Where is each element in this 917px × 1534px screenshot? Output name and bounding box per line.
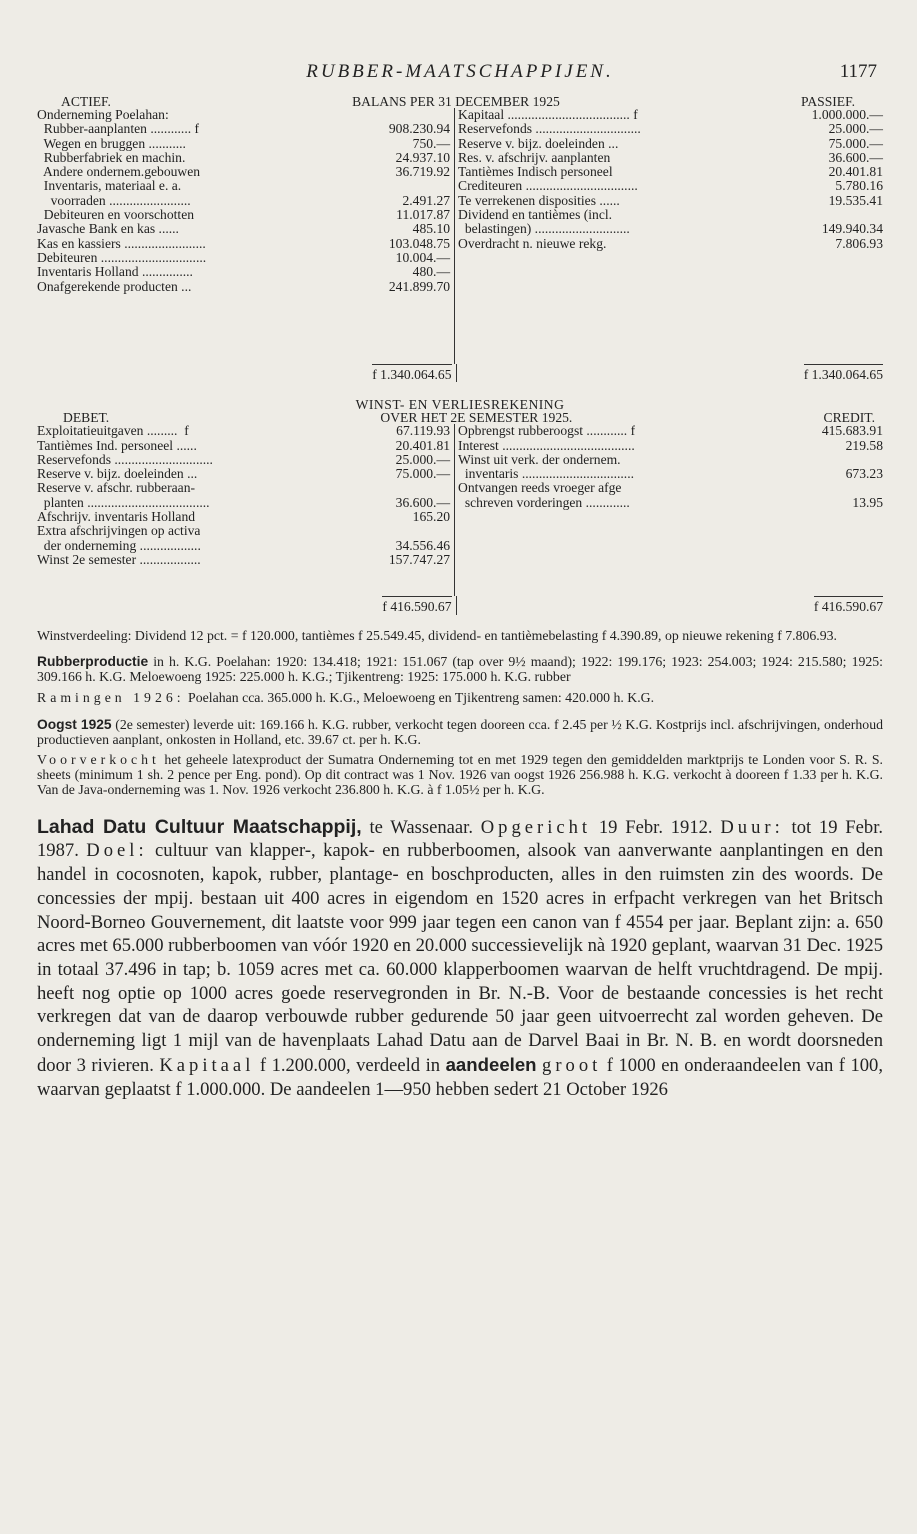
actief-label: Rubber-aanplanten ............ f [37, 122, 200, 137]
debet-amount: 34.556.46 [395, 537, 451, 553]
debet-row [37, 424, 450, 438]
profit-loss-account [37, 424, 883, 596]
passief-row [458, 237, 883, 251]
groot-heading: groot [542, 1054, 602, 1076]
actief-row [37, 137, 450, 151]
oogst-heading: Oogst 1925 [37, 716, 112, 732]
credit-label: Ontvangen reeds vroeger afge [458, 481, 622, 496]
passief-amount: 25.000.— [828, 121, 883, 137]
actief-amount: 103.048.75 [388, 235, 451, 251]
actief-label: Onderneming Poelahan: [37, 108, 169, 122]
credit-amount: 13.95 [852, 494, 883, 510]
debet-label: Reservefonds ............................. [37, 452, 213, 467]
actief-row [37, 237, 450, 251]
debet-amount: 25.000.— [395, 451, 451, 467]
passief-row [458, 208, 883, 222]
passief-row [458, 137, 883, 151]
debet-amount: 67.119.93 [396, 423, 451, 439]
actief-row [37, 122, 450, 136]
actief-heading: ACTIEF. [61, 94, 111, 109]
credit-label: Opbrengst rubberoogst ............ f [458, 424, 636, 439]
actief-label: Rubberfabriek en machin. [37, 150, 186, 165]
debet-label: planten .................................... [37, 495, 210, 510]
debet-row [37, 496, 450, 510]
debet-row [37, 539, 450, 553]
passief-row [458, 165, 883, 179]
passief-row [458, 151, 883, 165]
passief-amount: 149.940.34 [821, 221, 883, 237]
actief-amount: 480.— [412, 264, 451, 280]
actief-label: Javasche Bank en kas ...... [37, 222, 179, 237]
ramingen-paragraph [37, 691, 883, 706]
voorverkocht-text: het geheele latexproduct der Sumatra Onderneming tot en met 1929 tegen den gemiddelden marktprijs te Londen voor S. R. S. sheets (minimum 1 sh. 2 pence per Eng. pond). Op dit contract was 1 Nov. 1926 van oogst 1926 256.988 h. K.G. verkocht à dooreen f 1.33 per h. K.G. Van de Java-onderneming was 1. Nov. 1926 verkocht 236.800 h. K.G. à f 1.05½ per h. K.G. [37, 752, 883, 797]
actief-row [37, 151, 450, 165]
debet-label: Exploitatieuitgaven ......... f [37, 424, 189, 439]
debet-amount: 20.401.81 [395, 437, 451, 453]
kapitaal-heading: Kapitaal [159, 1054, 255, 1076]
shares-text: f 1000 en onderaandeelen van f 100, waarvan geplaatst f 1.000.000. De aandeelen 1—950 hebben sedert 21 October 1926 [37, 1054, 884, 1100]
actief-row [37, 208, 450, 222]
actief-total: f 1.340.064.65 [372, 364, 451, 382]
debet-row [37, 439, 450, 453]
profit-loss-caption-2: OVER HET 2E SEMESTER 1925. [380, 410, 573, 426]
voorverkocht-heading: Voorverkocht [37, 752, 160, 768]
winstverdeeling-paragraph: Winstverdeeling: Dividend 12 pct. = f 120.000, tantièmes f 25.549.45, dividend- en tantièmebelasting f 4.390.89, op nieuwe rekening f 7.806.93. [37, 627, 837, 643]
actief-label: Onafgerekende producten ... [37, 279, 192, 294]
passief-label: Reservefonds ............................... [458, 122, 641, 137]
passief-row [458, 108, 883, 122]
oogst-text: (2e semester) leverde uit: 169.166 h. K.G. rubber, verkocht tegen dooreen cca. f 2.45 per ½ K.G. Kostprijs incl. afschrijvingen, onderhoud productieven aanplant, onkosten in Holland, etc. 39.67 ct. per h. K.G. [37, 716, 883, 747]
actief-row [37, 265, 450, 279]
credit-total: f 416.590.67 [814, 596, 883, 614]
passief-amount: 19.535.41 [828, 192, 883, 208]
balance-sheet [37, 108, 883, 364]
credit-row [458, 424, 883, 438]
actief-row [37, 165, 450, 179]
actief-label: Inventaris Holland ............... [37, 265, 193, 280]
duration-text: tot 19 Febr. 1987. [37, 816, 884, 862]
passief-amount: 1.000.000.— [811, 107, 883, 122]
credit-label: schreven vorderingen ............. [458, 495, 630, 510]
page [37, 55, 883, 1101]
actief-row [37, 179, 450, 193]
actief-amount: 36.719.92 [395, 164, 451, 180]
debet-label: Afschrijv. inventaris Holland [37, 510, 196, 525]
passief-label: Dividend en tantièmes (incl. [458, 208, 613, 223]
passief-label: Overdracht n. nieuwe rekg. [458, 236, 607, 251]
debet-amount: 75.000.— [395, 466, 451, 482]
profit-loss-totals [37, 596, 883, 614]
debet-column [37, 424, 454, 596]
passief-heading: PASSIEF. [801, 94, 855, 109]
actief-row [37, 251, 450, 265]
passief-row [458, 122, 883, 136]
debet-amount [370, 524, 450, 538]
capital-text: f 1.200.000, verdeeld in [254, 1054, 446, 1076]
debet-heading: DEBET. [63, 410, 110, 426]
actief-amount: 2.491.27 [402, 192, 451, 208]
credit-column [454, 424, 883, 596]
credit-heading: CREDIT. [823, 410, 875, 426]
debet-row [37, 524, 450, 538]
credit-label: Winst uit verk. der ondernem. [458, 452, 621, 467]
passief-label: belastingen) ............................ [458, 222, 630, 237]
profit-loss-headings [37, 411, 883, 424]
passief-label: Te verrekenen disposities ...... [458, 193, 620, 208]
balance-totals [37, 364, 883, 382]
credit-amount: 673.23 [845, 466, 883, 482]
passief-label: Kapitaal .................................... f [458, 108, 638, 122]
debet-row [37, 481, 450, 495]
debet-amount [370, 481, 450, 495]
lahad-datu-paragraph [37, 816, 883, 1101]
actief-label: Debiteuren en voorschotten [37, 208, 195, 223]
running-title: RUBBER-MAATSCHAPPIJEN. [306, 61, 614, 82]
debet-row [37, 453, 450, 467]
rubberproductie-paragraph [37, 655, 883, 685]
profit-loss-caption-1: WINST- EN VERLIESREKENING [355, 397, 565, 413]
passief-amount: 36.600.— [828, 149, 883, 165]
debet-label: Reserve v. bijz. doeleinden ... [37, 467, 198, 482]
credit-label: inventaris ................................. [458, 467, 634, 482]
oogst-paragraph [37, 718, 883, 748]
passief-row [458, 194, 883, 208]
debet-amount: 36.600.— [395, 494, 451, 510]
actief-label: voorraden ........................ [37, 193, 191, 208]
actief-amount: 750.— [412, 135, 451, 151]
doel-heading: Doel: [86, 840, 148, 862]
actief-amount: 10.004.— [395, 249, 451, 265]
debet-row [37, 553, 450, 567]
debet-label: der onderneming .................. [37, 538, 201, 553]
voorverkocht-paragraph [37, 753, 883, 797]
credit-amount [803, 481, 883, 495]
passief-amount: 75.000.— [828, 135, 883, 151]
passief-row [458, 179, 883, 193]
actief-amount: 908.230.94 [388, 121, 451, 137]
credit-row [458, 481, 883, 495]
location-text: te Wassenaar. [361, 816, 481, 838]
opgericht-heading: Opgericht [480, 816, 592, 838]
credit-amount [803, 453, 883, 467]
founded-date: 19 Febr. 1912. [591, 816, 721, 838]
actief-label: Andere ondernem.gebouwen [37, 165, 201, 180]
actief-label: Inventaris, materiaal e. a. [37, 179, 182, 194]
debet-label: Tantièmes Ind. personeel ...... [37, 438, 197, 453]
passief-amount: 7.806.93 [835, 235, 883, 251]
purpose-text: cultuur van klapper-, kapok- en rubberboomen, alsook van aanverwante aanplantingen en den handel in cocosnoten, kapok, rubber, plantage- en boschproducten, alles in den ruimsten zin des woords. De concessies der mpij. bestaan uit 400 acres in eigendom en 1520 acres in erfpacht verkregen van het Britsch Noord-Borneo Gouvernement, dit laatste voor 999 jaar tegen een canon van f 4554 per jaar. Beplant zijn: a. 650 acres met 65.000 rubberboomen van vóór 1920 en 20.000 successievelijk nà 1920 geplant, waarvan 31 Dec. 1925 in totaal 37.496 in tap; b. 1059 acres met ca. 60.000 klapperboomen waarvan de helft vruchtdragend. De mpij. heeft nog optie op 1000 acres goede reservegronden in Br. N.-B. Voor de bestaande concessies is het recht verkregen dat van de daarop verbouwde rubber gedurende 50 jaar geen uitvoerrecht zal worden geheven. De onderneming ligt 1 mijl van de havenplaats Lahad Datu aan de Darvel Baai in Br. N. B. en wordt doorsneden door 3 rivieren. [37, 840, 884, 1076]
actief-amount [370, 179, 450, 193]
actief-column [37, 108, 454, 364]
actief-label: Wegen en bruggen ........... [37, 136, 186, 151]
passief-label: Crediteuren ................................. [458, 179, 638, 194]
page-number: 1177 [839, 61, 877, 82]
debet-row [37, 467, 450, 481]
page-header [37, 55, 883, 91]
debet-row [37, 510, 450, 524]
actief-label: Debiteuren ............................... [37, 250, 207, 265]
credit-row [458, 439, 883, 453]
actief-amount: 485.10 [412, 221, 451, 237]
passief-amount [803, 208, 883, 222]
actief-row [37, 280, 450, 294]
passief-row [458, 222, 883, 236]
passief-total: f 1.340.064.65 [804, 364, 883, 382]
ramingen-heading: Ramingen 1926: [37, 689, 185, 705]
passief-column [454, 108, 883, 364]
passief-amount: 20.401.81 [828, 164, 883, 180]
debet-label: Extra afschrijvingen op activa [37, 524, 201, 539]
debet-label: Winst 2e semester .................. [37, 552, 201, 567]
ramingen-text: Poelahan cca. 365.000 h. K.G., Meloewoeng en Tjikentreng samen: 420.000 h. K.G. [184, 689, 655, 705]
duur-heading: Duur: [720, 816, 784, 838]
credit-row [458, 496, 883, 510]
credit-amount: 219.58 [845, 437, 883, 453]
aandeelen-heading: aandeelen [445, 1053, 537, 1075]
actief-amount: 241.899.70 [388, 278, 451, 294]
credit-label: Interest ....................................... [458, 438, 635, 453]
balance-sheet-heading: BALANS PER 31 DECEMBER 1925 [352, 94, 560, 109]
actief-amount [370, 108, 450, 122]
debet-label: Reserve v. afschr. rubberaan- [37, 481, 196, 496]
actief-label: Kas en kassiers ........................ [37, 236, 206, 251]
passief-label: Res. v. afschrijv. aanplanten [458, 150, 611, 165]
rubberproductie-heading: Rubberproductie [37, 654, 149, 670]
debet-total: f 416.590.67 [382, 596, 451, 614]
passief-label: Tantièmes Indisch personeel [458, 165, 613, 180]
passief-amount: 5.780.16 [835, 178, 883, 194]
credit-row [458, 453, 883, 467]
balance-headings [37, 95, 883, 108]
credit-amount: 415.683.91 [821, 423, 883, 439]
rubberproductie-text: in h. K.G. Poelahan: 1920: 134.418; 1921: 151.067 (tap over 9½ maand); 1922: 199.176; 1923: 254.003; 1924: 215.580; 1925: 309.166 h. K.G. Meloewoeng 1925: 225.000 h. K.G.; Tjikentreng: 1925: 175.000 h. K.G. rubber [37, 654, 883, 685]
actief-amount: 11.017.87 [396, 207, 451, 223]
credit-row [458, 467, 883, 481]
actief-row [37, 108, 450, 122]
debet-amount: 165.20 [412, 509, 451, 525]
company-name: Lahad Datu Cultuur Maatschappij, [37, 815, 362, 838]
debet-amount: 157.747.27 [388, 551, 451, 567]
actief-amount: 24.937.10 [395, 149, 451, 165]
actief-row [37, 194, 450, 208]
passief-label: Reserve v. bijz. doeleinden ... [458, 136, 619, 151]
actief-row [37, 222, 450, 236]
